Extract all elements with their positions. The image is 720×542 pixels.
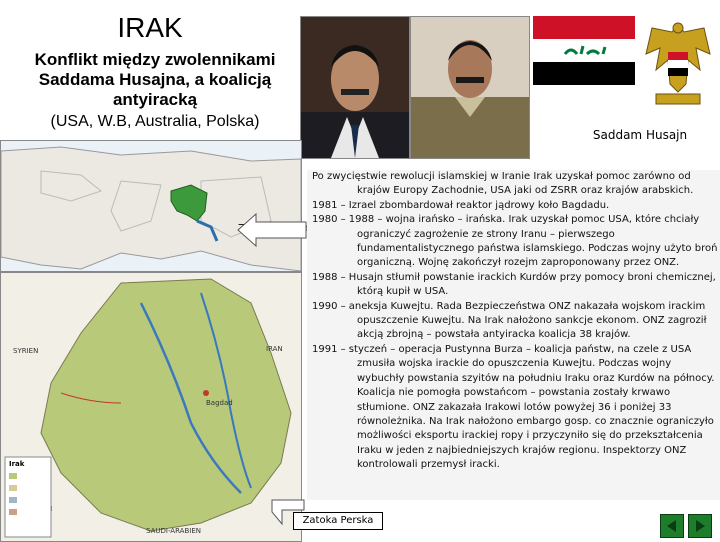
coalition-countries: (USA, W.B, Australia, Polska) — [50, 113, 260, 130]
slide-subtitle: Konflikt między zwolennikami Saddama Husajna, a koalicją antyiracką — [34, 50, 276, 109]
iraq-detailed-map — [0, 272, 302, 542]
slide-title: IRAK — [117, 12, 183, 43]
text-paragraph-5: 1990 – aneksja Kuwejtu. Rada Bezpieczeństwa ONZ nakazała wojskom irackim opuszczenie Kuwejtu. Na Irak nałożono sankcje ekonom. ONZ zagroził akcją zbrojną – powstała antyiracka koalicja 38 krajów. — [312, 300, 707, 341]
text-paragraph-6: 1991 – styczeń – operacja Pustynna Burza – koalicja państw, na czele z USA zmusiła wojska irackie do opuszczenia Kuwejtu. Podczas wojny wybuchły powstania szyitów na południu Iraku oraz Kurdów na północy. Koalicja nie pomogła powstańcom – powstania zostały krwawo stłumione. ONZ zakazała Irakowi lotów powyżej 36 i poniżej 33 równoleżnika. Na Irak nałożono embargo gosp. co znacznie ograniczyło możliwości eksportu irackiej ropy i przyczyniło się do przekształcenia Iraku w jeden z najbiedniejszych krajów regionu. Inspektorzy ONZ kontrolowali przemysł iracki. — [312, 343, 715, 471]
text-paragraph-3: 1980 – 1988 – wojna irańsko – irańska. Irak uzyskał pomoc USA, które chciały ograniczyć zagrożenie ze strony Iranu – pierwszego fundamentalistycznego państwa islamskiego. Podczas wojny użyto broń organiczną. Wojnę zakończył rozejm zaproponowany przez ONZ. — [312, 214, 718, 269]
history-text-box — [307, 170, 720, 500]
map-label-syrien: SYRIEN — [13, 347, 39, 355]
map-label-bagdad: Bagdad — [206, 399, 233, 407]
photo-caption: Saddam Husajn — [592, 128, 688, 142]
forward-button[interactable] — [688, 514, 712, 538]
text-paragraph-2: 1981 – Izrael zbombardował reaktor jądrowy koło Bagdadu. — [312, 199, 610, 211]
map-legend-title: Irak — [9, 460, 25, 468]
text-paragraph-1: Po zwycięstwie rewolucji islamskiej w Iranie Irak uzyskał pomoc zarówno od krajów Europy Zachodnie, USA jaki od ZSRR oraz krajów arabskich. — [312, 171, 694, 197]
back-button[interactable] — [660, 514, 684, 538]
saddam-photo-suit — [300, 16, 410, 159]
iraq-flag — [533, 16, 635, 85]
map-label-iran: IRAN — [266, 345, 283, 353]
back-icon — [661, 515, 683, 537]
forward-icon — [689, 515, 711, 537]
middle-east-map — [0, 140, 302, 272]
map-label-saudi: SAUDI-ARABIEN — [146, 527, 201, 535]
text-paragraph-4: 1988 – Husajn stłumił powstanie irackich Kurdów przy pomocy broni chemicznej, którą kupił w USA. — [312, 271, 716, 298]
iraq-coat-of-arms — [642, 14, 714, 110]
gulf-label-bottom: Zatoka Perska — [293, 512, 383, 530]
saddam-photo-uniform — [410, 16, 530, 159]
left-arrow-shape — [228, 210, 308, 250]
